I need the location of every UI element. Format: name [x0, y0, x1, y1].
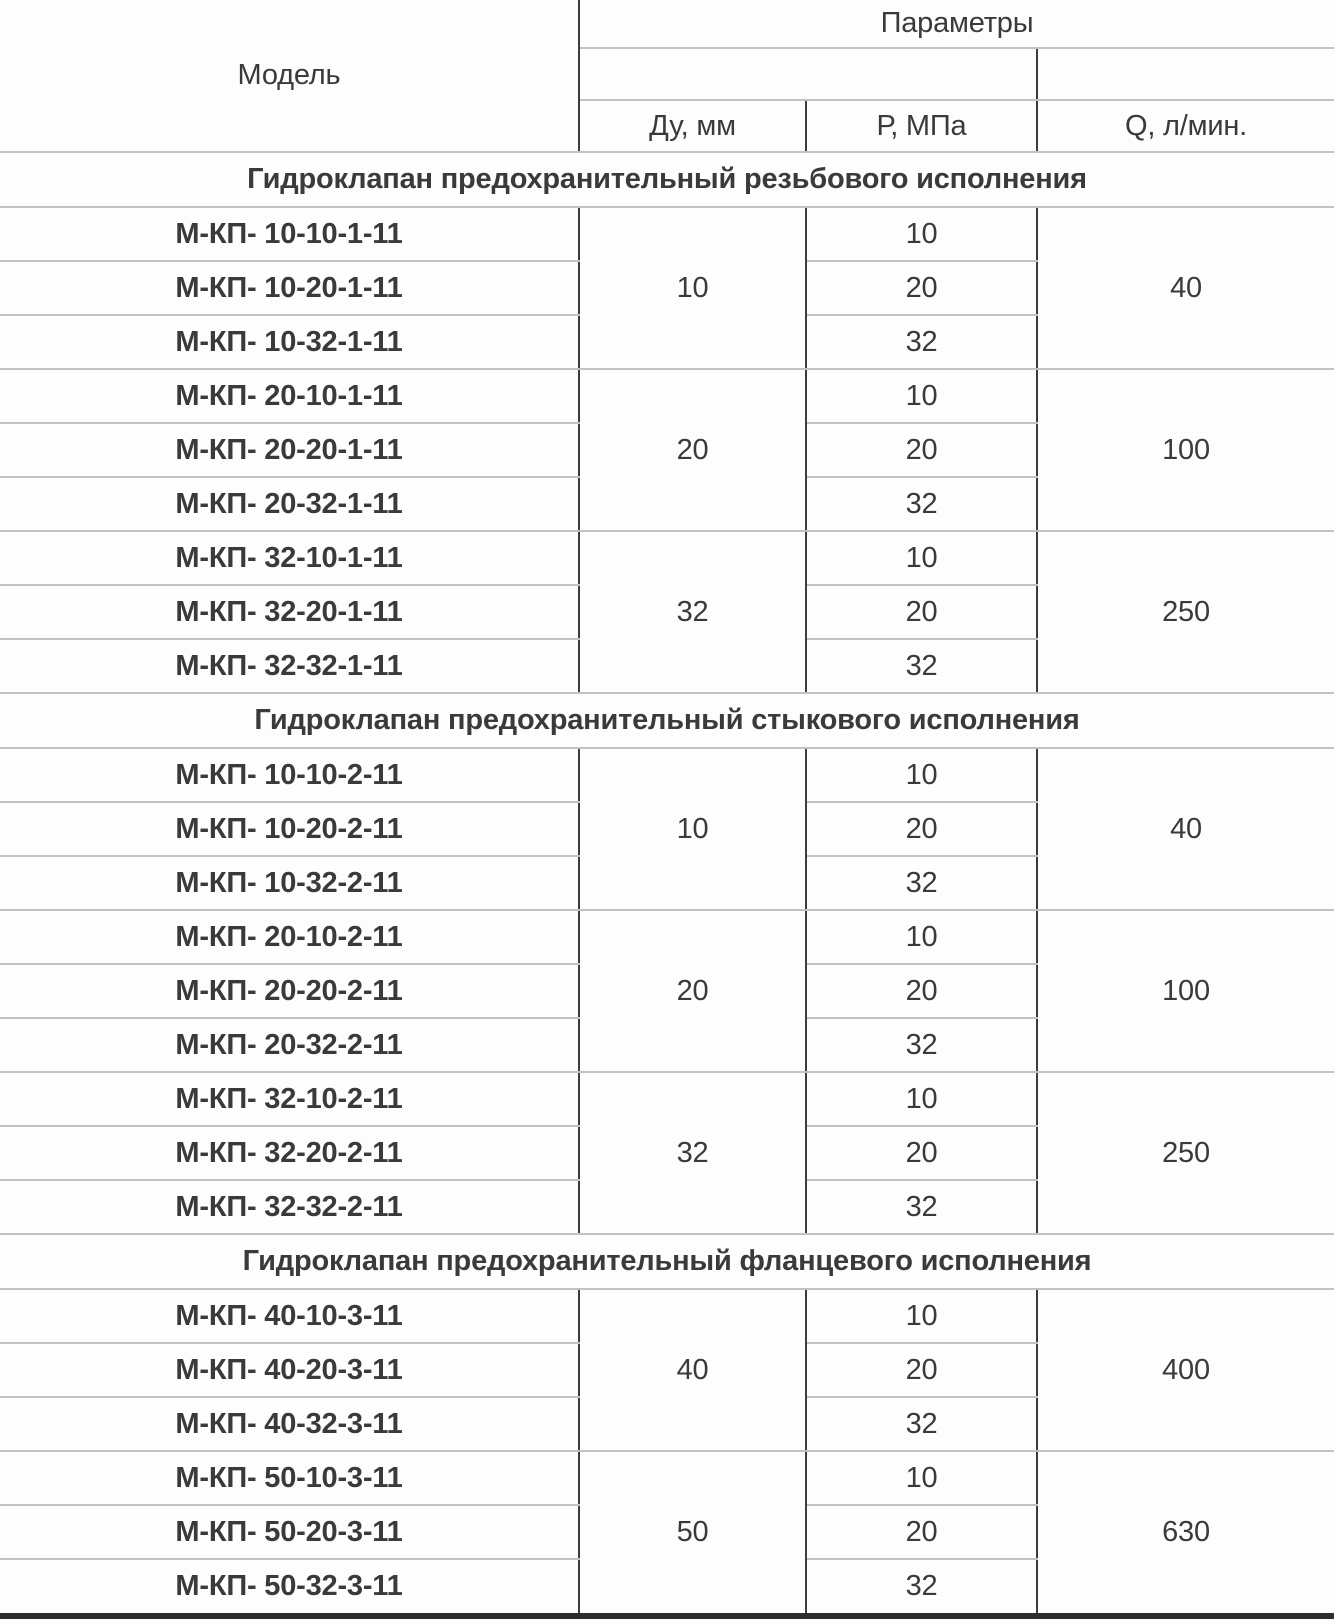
model-column-header: Модель	[0, 0, 579, 152]
p-cell: 20	[806, 423, 1037, 477]
p-cell: 10	[806, 1072, 1037, 1126]
section-title: Гидроклапан предохранительный резьбового исполнения	[0, 152, 1334, 207]
model-cell: М-КП- 10-32-2-11	[0, 856, 579, 910]
model-cell: М-КП- 32-10-1-11	[0, 531, 579, 585]
model-cell: М-КП- 40-32-3-11	[0, 1397, 579, 1451]
p-cell: 20	[806, 1126, 1037, 1180]
model-cell: М-КП- 20-10-1-11	[0, 369, 579, 423]
model-cell: М-КП- 32-20-2-11	[0, 1126, 579, 1180]
du-cell: 32	[579, 1072, 806, 1234]
model-cell: М-КП- 10-20-2-11	[0, 802, 579, 856]
p-cell: 10	[806, 207, 1037, 261]
model-cell: М-КП- 50-32-3-11	[0, 1559, 579, 1613]
p-cell: 10	[806, 748, 1037, 802]
model-cell: М-КП- 32-32-2-11	[0, 1180, 579, 1234]
q-cell: 40	[1037, 207, 1334, 369]
header-row-parameters	[0, 0, 1334, 48]
model-cell: М-КП- 20-20-2-11	[0, 964, 579, 1018]
model-cell: М-КП- 20-20-1-11	[0, 423, 579, 477]
section-title-row	[0, 693, 1334, 748]
model-cell: М-КП- 50-10-3-11	[0, 1451, 579, 1505]
q-cell: 250	[1037, 1072, 1334, 1234]
section-title-row	[0, 1234, 1334, 1289]
p-cell: 32	[806, 477, 1037, 531]
q-cell: 40	[1037, 748, 1334, 910]
table-row	[0, 1289, 1334, 1343]
model-cell: М-КП- 10-32-1-11	[0, 315, 579, 369]
model-cell: М-КП- 32-20-1-11	[0, 585, 579, 639]
p-cell: 20	[806, 1505, 1037, 1559]
section-title: Гидроклапан предохранительный фланцевого исполнения	[0, 1234, 1334, 1289]
table-row	[0, 1072, 1334, 1126]
model-cell: М-КП- 20-10-2-11	[0, 910, 579, 964]
p-cell: 32	[806, 856, 1037, 910]
model-cell: М-КП- 32-10-2-11	[0, 1072, 579, 1126]
p-column-header: Р, МПа	[806, 100, 1037, 152]
model-cell: М-КП- 20-32-1-11	[0, 477, 579, 531]
q-cell: 400	[1037, 1289, 1334, 1451]
p-cell: 32	[806, 1180, 1037, 1234]
du-cell: 40	[579, 1289, 806, 1451]
spacer-cell-du-p	[579, 48, 1037, 100]
table-row	[0, 531, 1334, 585]
table-row	[0, 910, 1334, 964]
q-cell: 630	[1162, 1516, 1210, 1548]
model-cell: М-КП- 40-10-3-11	[0, 1289, 579, 1343]
p-cell: 10	[806, 531, 1037, 585]
p-cell: 10	[806, 1451, 1037, 1505]
section-title-row	[0, 152, 1334, 207]
du-cell: 50	[579, 1451, 806, 1613]
model-cell: М-КП- 50-20-3-11	[0, 1505, 579, 1559]
p-cell: 20	[806, 261, 1037, 315]
q-cell: 250	[1037, 531, 1334, 693]
p-cell: 20	[806, 802, 1037, 856]
du-cell: 32	[579, 531, 806, 693]
table-row	[0, 369, 1334, 423]
model-cell: М-КП- 40-20-3-11	[0, 1343, 579, 1397]
model-cell: М-КП- 10-10-1-11	[0, 207, 579, 261]
du-cell: 10	[579, 748, 806, 910]
p-cell: 20	[806, 964, 1037, 1018]
p-cell: 32	[806, 315, 1037, 369]
p-cell: 20	[806, 1343, 1037, 1397]
q-cell: 100	[1037, 910, 1334, 1072]
table-row	[0, 1451, 1334, 1505]
p-cell: 32	[806, 639, 1037, 693]
q-cell: 100	[1037, 369, 1334, 531]
table-row	[0, 207, 1334, 261]
q-column-header: Q, л/мин.	[1037, 100, 1334, 152]
du-cell: 10	[579, 207, 806, 369]
spacer-cell-q	[1037, 48, 1334, 100]
p-cell: 32	[806, 1397, 1037, 1451]
model-cell: М-КП- 20-32-2-11	[0, 1018, 579, 1072]
p-cell: 20	[806, 585, 1037, 639]
p-cell: 10	[806, 1289, 1037, 1343]
model-cell: М-КП- 32-32-1-11	[0, 639, 579, 693]
table-row	[0, 748, 1334, 802]
p-cell: 10	[806, 369, 1037, 423]
p-cell: 32	[806, 1018, 1037, 1072]
du-cell: 20	[579, 369, 806, 531]
model-cell: М-КП- 10-10-2-11	[0, 748, 579, 802]
du-cell: 20	[579, 910, 806, 1072]
p-cell: 10	[806, 910, 1037, 964]
du-column-header: Ду, мм	[579, 100, 806, 152]
table-bottom-rule	[0, 1613, 1334, 1619]
p-cell: 32	[806, 1559, 1037, 1613]
model-cell: М-КП- 10-20-1-11	[0, 261, 579, 315]
section-title: Гидроклапан предохранительный стыкового исполнения	[0, 693, 1334, 748]
parameters-header: Параметры	[579, 0, 1334, 48]
